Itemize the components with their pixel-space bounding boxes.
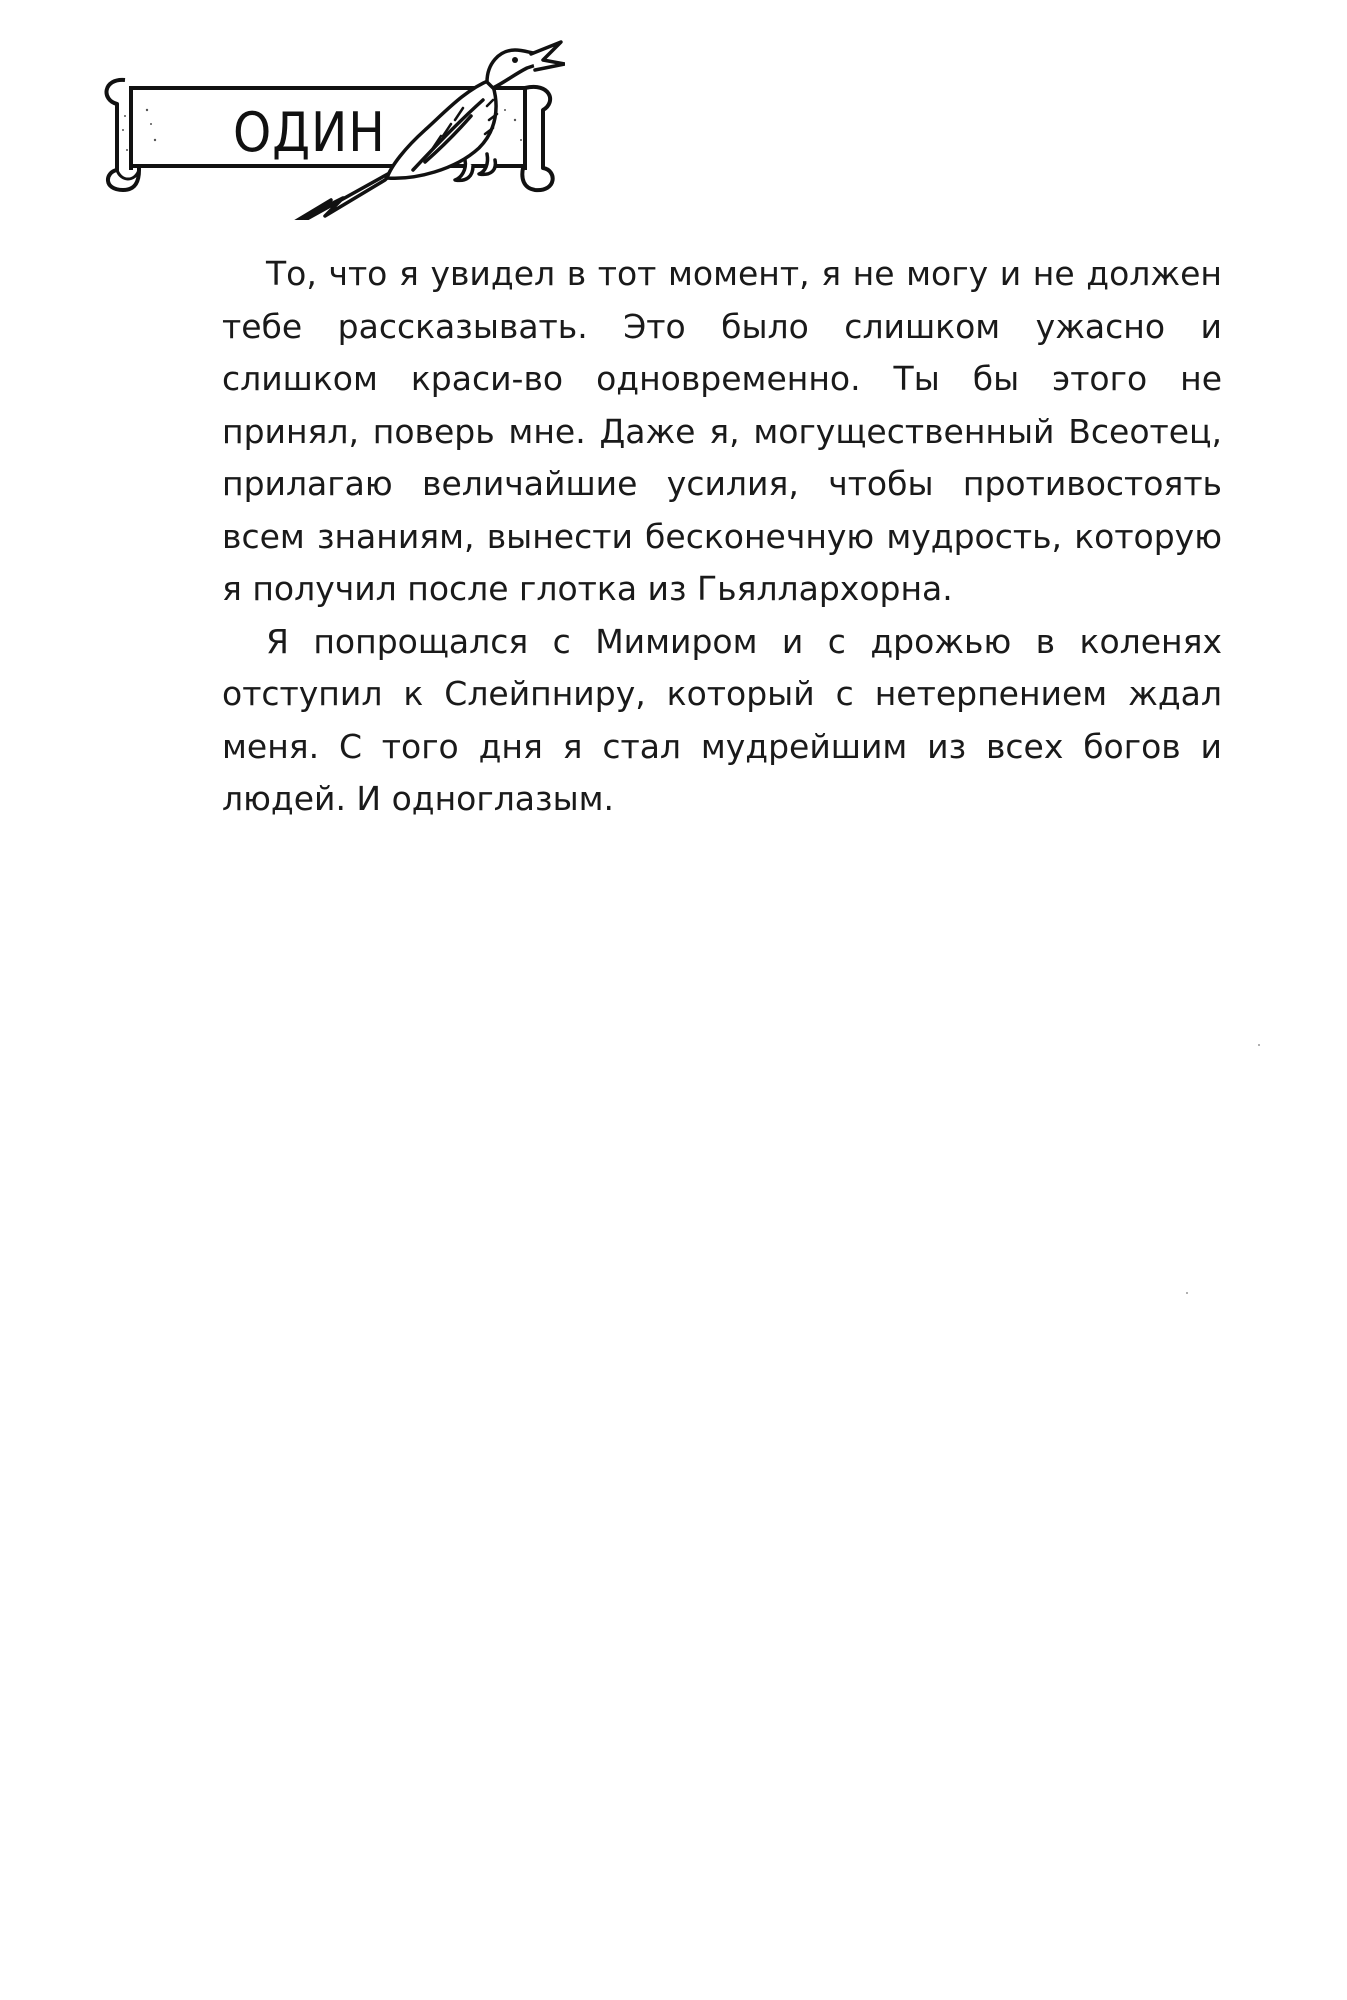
raven-eye [512,57,518,63]
paragraph-1: То, что я увидел в тот момент, я не могу и не должен тебе рассказывать. Это было слишком ужасно и слишком краси-во одновременно. Ты бы этого не принял, поверь мне. Даже я, могущественный Всеотец, прилагаю величайшие усилия, чтобы противостоять всем знаниям, вынести бесконечную мудрость, которую я получил после глотка из Гьяллархорна. [222,254,1222,608]
chapter-banner [95,20,565,220]
body-text [222,248,1222,826]
paragraph-2: Я попрощался с Мимиром и с дрожью в коленях отступил к Слейпниру, который с нетерпением ждал меня. С того дня я стал мудрейшим из всех богов и людей. И одноглазым. [222,621,1222,818]
scan-speck [1186,1292,1188,1294]
scan-speck [1258,1044,1260,1046]
chapter-title: ОДИН [233,101,386,164]
